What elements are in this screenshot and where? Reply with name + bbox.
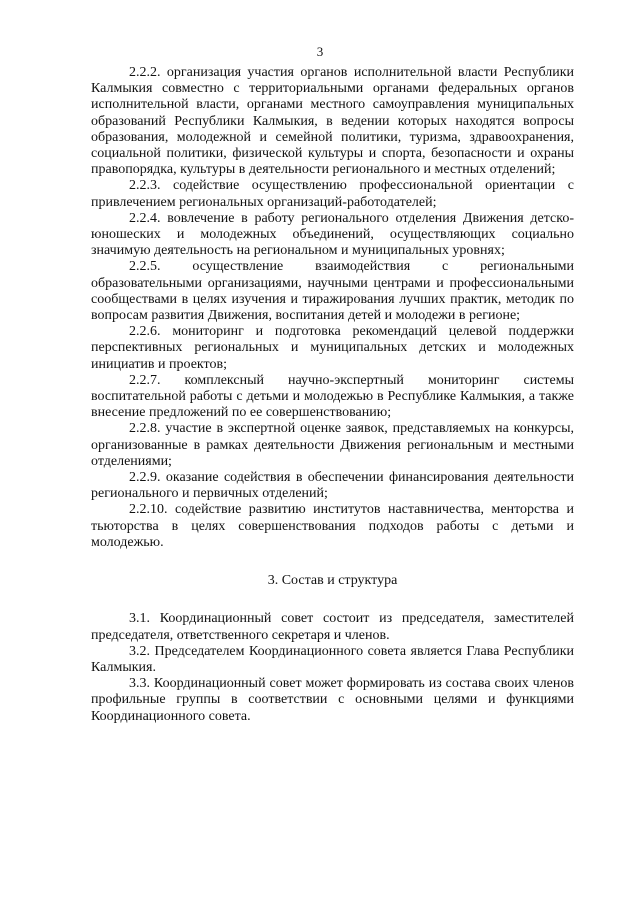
paragraph-3-1: 3.1. Координационный совет состоит из председателя, заместителей председателя, ответственного секретаря и членов. — [91, 611, 574, 643]
paragraph-3-3: 3.3. Координационный совет может формировать из состава своих членов профильные группы в соответствии с основными целями и функциями Координационного совета. — [91, 676, 574, 724]
paragraph-2-2-2: 2.2.2. организация участия органов исполнительной власти Республики Калмыкия совместно с территориальными органами федеральных органов исполнительной власти, органами местного самоуправления муниципальных образований Республики Калмыкия, в ведении которых находятся вопросы образования, молодежной и семейной политики, туризма, здравоохранения, социальной политики, физической культуры и спорта, безопасности и охраны правопорядка, культуры в деятельности регионального и местных отделений; — [91, 65, 574, 178]
paragraph-3-2: 3.2. Председателем Координационного совета является Глава Республики Калмыкия. — [91, 643, 574, 675]
section-heading: 3. Состав и структура — [267, 573, 398, 589]
document-body — [91, 65, 574, 725]
paragraph-2-2-8: 2.2.8. участие в экспертной оценке заявок, представляемых на конкурсы, организованные в рамках деятельности Движения региональным и местными отделениями; — [91, 421, 574, 469]
paragraph-2-2-5: 2.2.5. осуществление взаимодействия с региональными образовательными организациями, научными центрами и профессиональными сообществами в целях изучения и тиражирования лучших практик, методик по вопросам развития Движения, воспитания детей и молодежи в регионе; — [91, 259, 574, 324]
paragraph-2-2-3: 2.2.3. содействие осуществлению профессиональной ориентации с привлечением региональных организаций-работодателей; — [91, 178, 574, 210]
paragraph-2-2-4: 2.2.4. вовлечение в работу регионального отделения Движения детско-юношеских и молодежных объединений, осуществляющих социально значимую деятельность на региональном и муниципальных уровнях; — [91, 210, 574, 259]
paragraph-2-2-9: 2.2.9. оказание содействия в обеспечении финансирования деятельности регионального и первичных отделений; — [91, 470, 574, 502]
paragraph-2-2-10: 2.2.10. содействие развитию институтов наставничества, менторства и тьюторства в целях совершенствования подходов работы с детьми и молодежью. — [91, 502, 574, 550]
paragraph-2-2-7: 2.2.7. комплексный научно-экспертный мониторинг системы воспитательной работы с детьми и молодежью в Республике Калмыкия, а также внесение предложений по ее совершенствованию; — [91, 372, 574, 421]
paragraph-2-2-6: 2.2.6. мониторинг и подготовка рекомендаций целевой поддержки перспективных региональных и муниципальных детских и молодежных инициатив и проектов; — [91, 324, 574, 372]
page-number: 3 — [316, 44, 324, 59]
